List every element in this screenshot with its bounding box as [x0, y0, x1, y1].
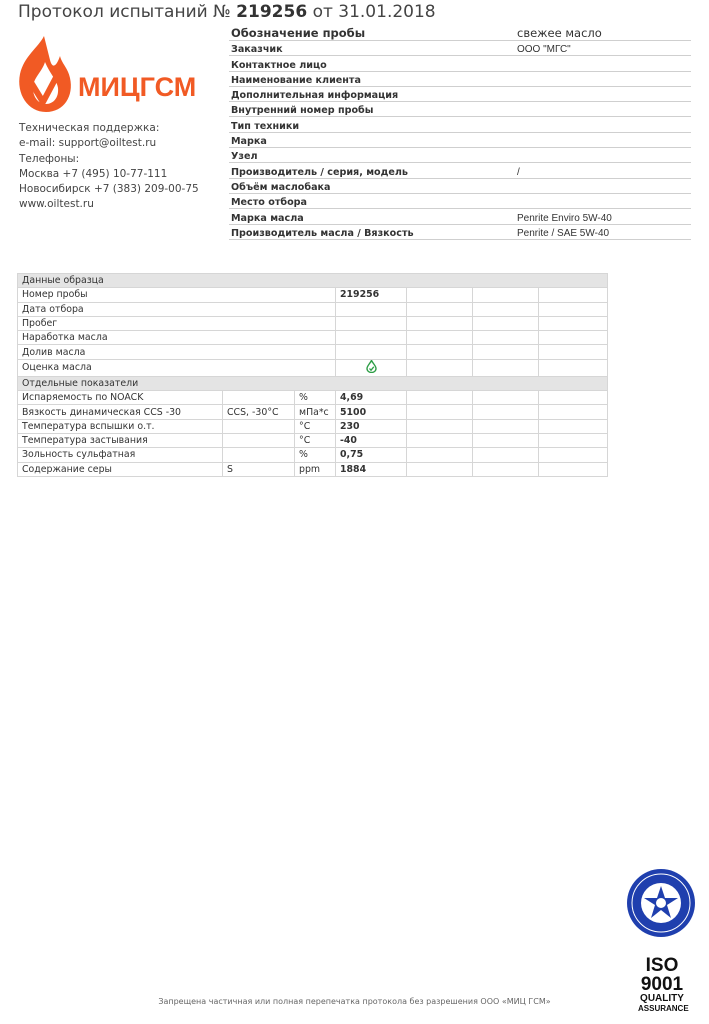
sample-label: Номер пробы — [18, 288, 336, 302]
logo-text: МИЦГСМ — [78, 72, 197, 102]
info-value: / — [515, 163, 691, 178]
empty-cell — [407, 302, 473, 316]
info-value — [515, 102, 691, 117]
sample-value — [336, 302, 407, 316]
support-contacts — [19, 121, 199, 213]
info-row — [229, 224, 691, 239]
indicator-unit: °C — [295, 433, 336, 447]
info-key: Производитель масла / Вязкость — [229, 224, 515, 239]
info-key: Тип техники — [229, 117, 515, 132]
sample-label: Дата отбора — [18, 302, 336, 316]
indicator-row — [18, 433, 608, 447]
indicator-row — [18, 405, 608, 419]
sample-value — [336, 331, 407, 345]
sample-label: Долив масла — [18, 345, 336, 359]
info-key: Внутренний номер пробы — [229, 102, 515, 117]
info-value — [515, 148, 691, 163]
info-key: Заказчик — [229, 41, 515, 56]
info-value: ООО "МГС" — [515, 41, 691, 56]
indicator-method — [223, 448, 295, 462]
indicator-row — [18, 419, 608, 433]
sample-value — [336, 345, 407, 359]
section-header-sample — [18, 274, 608, 288]
info-row — [229, 41, 691, 56]
info-row — [229, 56, 691, 71]
support-heading: Техническая поддержка: — [19, 122, 160, 134]
empty-cell — [407, 359, 473, 376]
empty-cell — [473, 462, 539, 476]
info-row — [229, 209, 691, 224]
info-key: Контактное лицо — [229, 56, 515, 71]
empty-cell — [473, 359, 539, 376]
indicator-value: 1884 — [336, 462, 407, 476]
empty-cell — [407, 331, 473, 345]
empty-cell — [407, 419, 473, 433]
section-title: Данные образца — [18, 274, 608, 288]
sample-label: Пробег — [18, 316, 336, 330]
empty-cell — [473, 419, 539, 433]
empty-cell — [407, 405, 473, 419]
sample-row — [18, 331, 608, 345]
phones-heading: Телефоны: — [19, 152, 80, 165]
sample-row — [18, 288, 608, 302]
empty-cell — [539, 405, 608, 419]
title-date: от 31.01.2018 — [312, 2, 436, 22]
empty-cell — [539, 302, 608, 316]
empty-cell — [473, 316, 539, 330]
info-value — [515, 132, 691, 147]
empty-cell — [407, 391, 473, 405]
empty-cell — [539, 391, 608, 405]
indicator-name: Испаряемость по NOACK — [18, 391, 223, 405]
info-key: Наименование клиента — [229, 71, 515, 86]
info-value — [515, 56, 691, 71]
indicator-method — [223, 419, 295, 433]
indicator-unit: % — [295, 448, 336, 462]
empty-cell — [473, 288, 539, 302]
sample-row — [18, 345, 608, 359]
info-row — [229, 193, 691, 208]
empty-cell — [539, 331, 608, 345]
phone-moscow: Москва +7 (495) 10-77-111 — [19, 167, 168, 180]
indicator-unit: °C — [295, 419, 336, 433]
phone-novosibirsk: Новосибирск +7 (383) 209-00-75 — [19, 183, 199, 196]
info-key: Марка — [229, 132, 515, 147]
info-row — [229, 163, 691, 178]
info-row — [229, 132, 691, 147]
info-row — [229, 117, 691, 132]
info-value — [515, 178, 691, 193]
empty-cell — [473, 433, 539, 447]
section-title: Отдельные показатели — [18, 376, 608, 390]
indicator-value: 0,75 — [336, 448, 407, 462]
info-key: Производитель / серия, модель — [229, 163, 515, 178]
info-row — [229, 102, 691, 117]
indicator-unit: мПа*с — [295, 405, 336, 419]
sample-value — [336, 359, 407, 376]
sample-value — [336, 316, 407, 330]
company-logo — [16, 34, 216, 116]
sample-info-table — [229, 25, 691, 240]
iso-quality: QUALITY — [640, 993, 684, 1004]
info-value — [515, 117, 691, 132]
empty-cell — [473, 448, 539, 462]
indicator-name: Зольность сульфатная — [18, 448, 223, 462]
indicator-value: 4,69 — [336, 391, 407, 405]
empty-cell — [473, 302, 539, 316]
iso-label: ISO — [645, 955, 679, 976]
indicator-row — [18, 448, 608, 462]
empty-cell — [539, 462, 608, 476]
green-oil-drop-icon — [366, 360, 377, 373]
empty-cell — [473, 405, 539, 419]
empty-cell — [539, 433, 608, 447]
website-link[interactable]: www.oiltest.ru — [19, 198, 94, 211]
iso-number: 9001 — [640, 974, 684, 995]
info-value — [515, 193, 691, 208]
sample-row — [18, 359, 608, 376]
info-key: Узел — [229, 148, 515, 163]
empty-cell — [539, 316, 608, 330]
info-key: Марка масла — [229, 209, 515, 224]
iso-assurance: ASSURANCE — [638, 1004, 689, 1013]
empty-cell — [407, 316, 473, 330]
indicator-value: 230 — [336, 419, 407, 433]
info-key: Объём маслобака — [229, 178, 515, 193]
info-header-value: свежее масло — [515, 25, 691, 41]
sample-row — [18, 316, 608, 330]
support-email[interactable]: e-mail: support@oiltest.ru — [19, 137, 157, 150]
info-key: Место отбора — [229, 193, 515, 208]
empty-cell — [407, 462, 473, 476]
info-row — [229, 71, 691, 86]
protocol-number: 219256 — [236, 2, 308, 22]
info-value: Penrite / SAE 5W-40 — [515, 224, 691, 239]
document-title — [18, 2, 436, 22]
empty-cell — [407, 345, 473, 359]
empty-cell — [407, 288, 473, 302]
empty-cell — [473, 345, 539, 359]
copyright-footer: Запрещена частичная или полная перепечатка протокола без разрешения ООО «МИЦ ГСМ» — [158, 997, 551, 1006]
indicator-unit: ppm — [295, 462, 336, 476]
empty-cell — [407, 433, 473, 447]
empty-cell — [539, 345, 608, 359]
indicator-value: 5100 — [336, 405, 407, 419]
empty-cell — [539, 359, 608, 376]
indicator-name: Вязкость динамическая CCS -30 — [18, 405, 223, 419]
info-row — [229, 86, 691, 101]
indicator-row — [18, 391, 608, 405]
indicator-value: -40 — [336, 433, 407, 447]
info-row — [229, 178, 691, 193]
info-row — [229, 148, 691, 163]
section-header-indicators — [18, 376, 608, 390]
info-value — [515, 86, 691, 101]
indicator-unit: % — [295, 391, 336, 405]
indicator-method — [223, 391, 295, 405]
empty-cell — [539, 419, 608, 433]
info-key: Дополнительная информация — [229, 86, 515, 101]
indicator-method: S — [223, 462, 295, 476]
sample-label: Наработка масла — [18, 331, 336, 345]
title-prefix: Протокол испытаний № — [18, 2, 231, 22]
empty-cell — [539, 288, 608, 302]
results-table — [17, 273, 608, 477]
info-header-row — [229, 25, 691, 41]
sample-value: 219256 — [336, 288, 407, 302]
empty-cell — [539, 448, 608, 462]
indicator-name: Температура вспышки о.т. — [18, 419, 223, 433]
indicator-row — [18, 462, 608, 476]
info-value: Penrite Enviro 5W-40 — [515, 209, 691, 224]
indicator-name: Содержание серы — [18, 462, 223, 476]
info-value — [515, 71, 691, 86]
indicator-method — [223, 433, 295, 447]
info-header-key: Обозначение пробы — [229, 25, 515, 41]
sample-label: Оценка масла — [18, 359, 336, 376]
empty-cell — [473, 331, 539, 345]
indicator-method: CCS, -30°C — [223, 405, 295, 419]
indicator-name: Температура застывания — [18, 433, 223, 447]
empty-cell — [473, 391, 539, 405]
empty-cell — [407, 448, 473, 462]
sample-row — [18, 302, 608, 316]
certification-seal-icon — [626, 868, 696, 938]
